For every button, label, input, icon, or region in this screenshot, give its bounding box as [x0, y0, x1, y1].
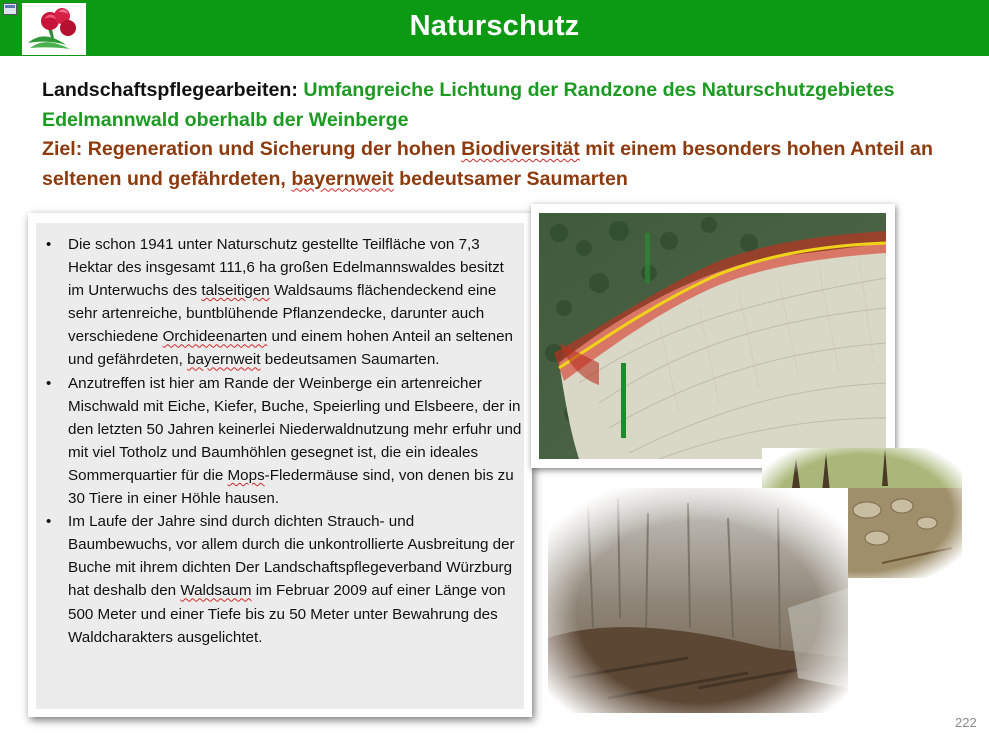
text-panel-inner	[36, 223, 524, 709]
spellcheck-word: bayernweit	[187, 351, 261, 369]
bullet-item-1: • Die schon 1941 unter Naturschutz gestellte Teilfläche von 7,3 Hektar des insgesamt 111,6 ha großen Edelmannswaldes besitzt im Unterwuchs des talseitigen Waldsaums flächendeckend eine sehr artenreiche, buntblühende Pflanzendecke, darunter auch verschiedene Orchideenarten und einem hohen Anteil an seltenen und gefährdeten, bayernweit bedeutsamen Saumarten.	[44, 233, 522, 372]
intro-green-text: Umfangreiche Lichtung der Randzone des Naturschutzgebietes Edelmannwald oberhalb der Weinberge	[42, 79, 895, 131]
page-title: Naturschutz	[409, 10, 580, 42]
bullet-item-3: • Im Laufe der Jahre sind durch dichten Strauch- und Baumbewuchs, vor allem durch die unkontrollierte Ausbreitung der Buche mit ihrem dichten Der Landschaftspflegeverband Würzburg hat deshalb den Waldsaum im Februar 2009 auf einer Länge von 500 Meter und einer Tiefe bis zu 50 Meter unter Bewahrung des Waldcharakters ausgelichtet.	[44, 510, 522, 649]
spellcheck-word: Biodiversität	[461, 138, 580, 160]
intro-block	[42, 76, 942, 194]
page-number: 222	[955, 715, 977, 730]
aerial-map-image	[531, 204, 895, 468]
spellcheck-word: Waldsaum	[180, 582, 252, 600]
bullet-list	[44, 233, 522, 649]
cleared-forest-photo	[548, 488, 848, 718]
spellcheck-word: Orchideenarten	[162, 328, 268, 346]
goal-text: Ziel: Regeneration und Sicherung der hohen Biodiversität mit einem besonders hohen Anteil an seltenen und gefährdeten, bayernweit bedeutsamer Saumarten	[42, 138, 933, 190]
spellcheck-word: Mops	[227, 466, 265, 484]
text-panel	[28, 213, 532, 717]
spellcheck-word: bayernweit	[291, 167, 394, 190]
spellcheck-word: talseitigen	[201, 282, 270, 300]
bullet-item-2: • Anzutreffen ist hier am Rande der Weinberge ein artenreicher Mischwald mit Eiche, Kiefer, Buche, Speierling und Elsbeere, der in den letzten 50 Jahren keinerlei Niederwaldnutzung mehr erfuhr und mit viel Totholz und Baumhöhlen gesegnet ist, die ein ideales Sommerquartier für die Mops-Fledermäuse sind, von denen bis zu 30 Tiere in einer Höhle hausen.	[44, 372, 522, 511]
header-bar	[0, 0, 989, 56]
intro-lead: Landschaftspflegearbeiten:	[42, 79, 298, 101]
